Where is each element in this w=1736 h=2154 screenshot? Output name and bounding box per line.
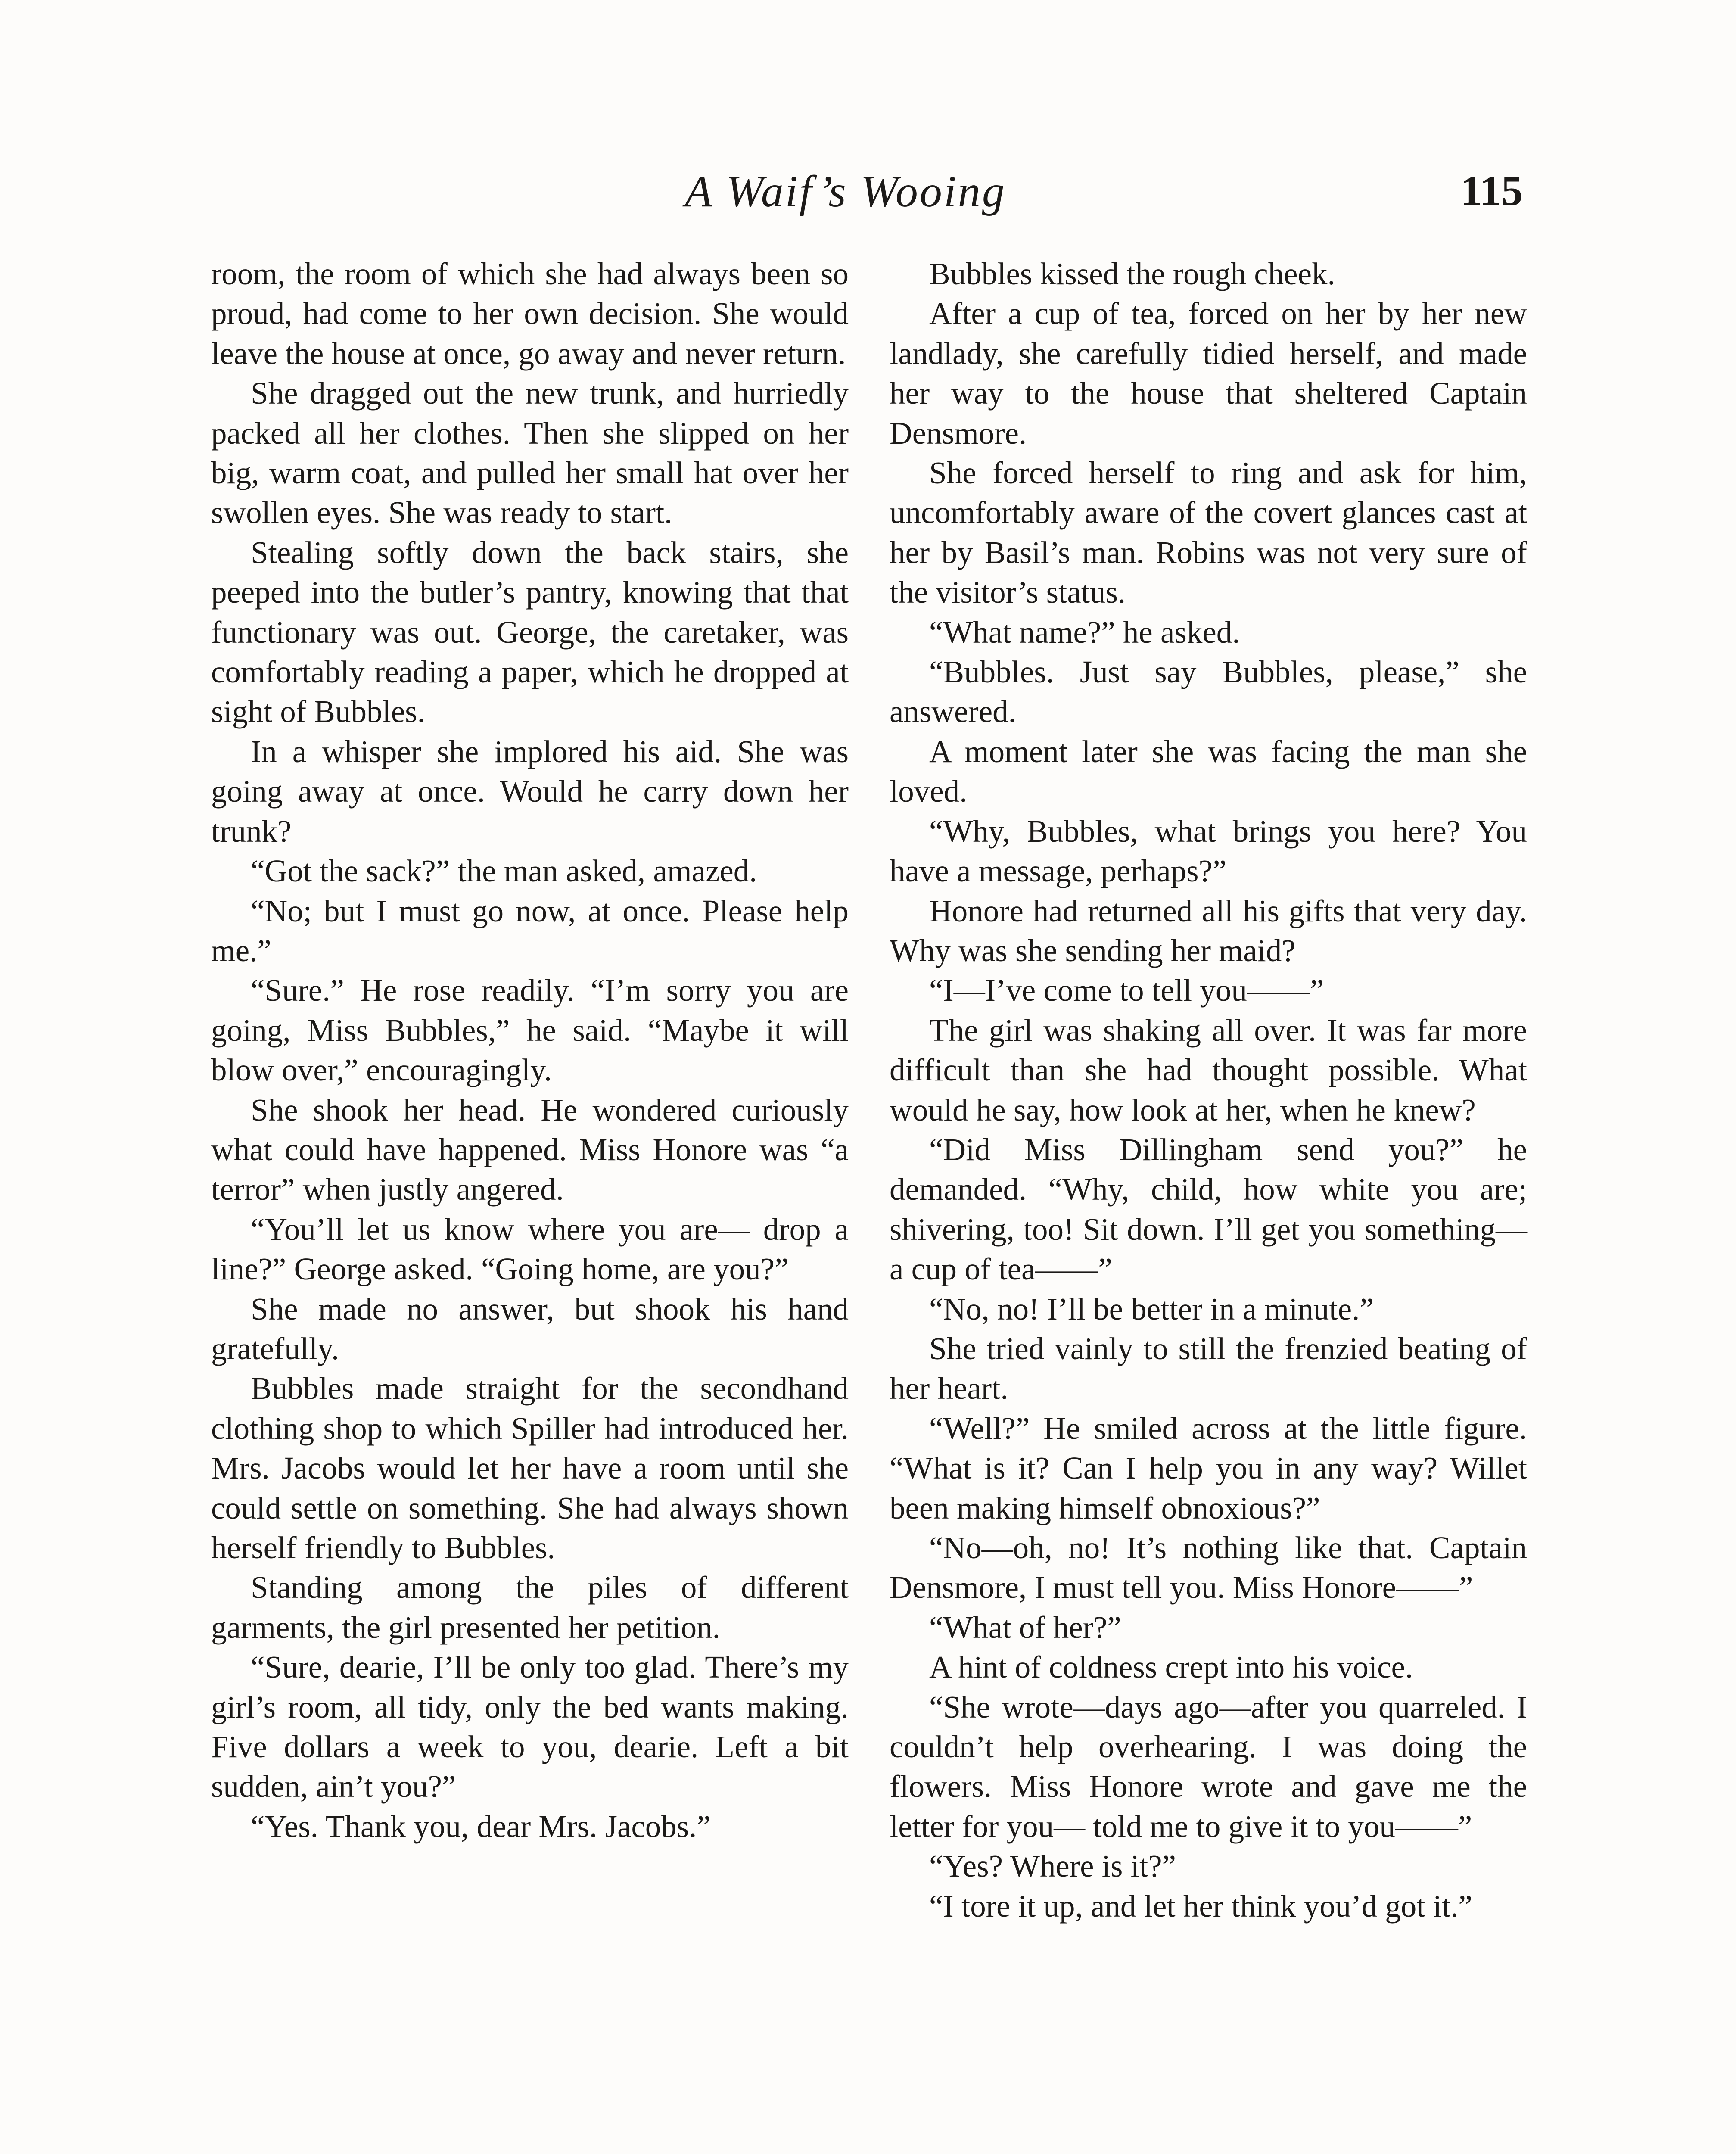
paragraph: In a whisper she implored his aid. She was going away at once. Would he carry down her trunk? bbox=[211, 734, 849, 849]
left-text-column bbox=[211, 254, 849, 1846]
paragraph: “You’ll let us know where you are— drop a line?” George asked. “Going home, are you?” bbox=[211, 1211, 849, 1287]
page-header bbox=[211, 166, 1525, 226]
paragraph: “Sure.” He rose readily. “I’m sorry you are going, Miss Bubbles,” he said. “Maybe it will blow over,” encouragingly. bbox=[211, 973, 849, 1088]
paragraph: “She wrote—days ago—after you quarreled. I couldn’t help overhearing. I was doing the flowers. Miss Honore wrote and gave me the letter for you— told me to give it to you——” bbox=[890, 1689, 1527, 1844]
paragraph: Honore had returned all his gifts that very day. Why was she sending her maid? bbox=[890, 893, 1527, 968]
paragraph: A moment later she was facing the man she loved. bbox=[890, 734, 1527, 809]
paragraph: She forced herself to ring and ask for him, uncomfortably aware of the covert glances cast at her by Basil’s man. Robins was not very sure of the visitor’s status. bbox=[890, 455, 1527, 610]
paragraph: “Sure, dearie, I’ll be only too glad. There’s my girl’s room, all tidy, only the bed wants making. Five dollars a week to you, dearie. Left a bit sudden, ain’t you?” bbox=[211, 1650, 849, 1804]
paragraph: She dragged out the new trunk, and hurriedly packed all her clothes. Then she slipped on her big, warm coat, and pulled her small hat over her swollen eyes. She was ready to start. bbox=[211, 376, 849, 530]
paragraph: “No, no! I’ll be better in a minute.” bbox=[929, 1291, 1374, 1326]
paragraph: “Well?” He smiled across at the little figure. “What is it? Can I help you in any way? Willet been making himself obnoxious?” bbox=[890, 1410, 1527, 1525]
paragraph: Stealing softly down the back stairs, she peeped into the butler’s pantry, knowing that that functionary was out. George, the caretaker, was comfortably reading a paper, which he dropped at sight of Bubbles. bbox=[211, 535, 849, 729]
paragraph: She made no answer, but shook his hand gratefully. bbox=[211, 1291, 849, 1366]
paragraph: “Yes? Where is it?” bbox=[929, 1849, 1176, 1884]
paragraph: She tried vainly to still the frenzied beating of her heart. bbox=[890, 1331, 1527, 1406]
paragraph: After a cup of tea, forced on her by her new landlady, she carefully tidied herself, and made her way to the house that sheltered Captain Densmore. bbox=[890, 296, 1527, 451]
paragraph: “Bubbles. Just say Bubbles, please,” she answered. bbox=[890, 654, 1527, 729]
right-text-column bbox=[890, 254, 1527, 1926]
paragraph: Standing among the piles of different garments, the girl presented her petition. bbox=[211, 1570, 849, 1645]
paragraph: “What name?” he asked. bbox=[929, 614, 1240, 650]
paragraph: “Did Miss Dillingham send you?” he demanded. “Why, child, how white you are; shivering, too! Sit down. I’ll get you something—a cup of tea——” bbox=[890, 1132, 1527, 1287]
paragraph: “I—I’ve come to tell you——” bbox=[929, 973, 1324, 1008]
paragraph: “What of her?” bbox=[929, 1609, 1121, 1645]
paragraph: “Got the sack?” the man asked, amazed. bbox=[251, 853, 757, 889]
paragraph: Bubbles made straight for the secondhand clothing shop to which Spiller had introduced her. Mrs. Jacobs would let her have a room until she could settle on something. She had always shown herself friendly to Bubbles. bbox=[211, 1371, 849, 1565]
paragraph: The girl was shaking all over. It was far more difficult than she had thought possible. What would he say, how look at her, when he knew? bbox=[890, 1012, 1527, 1127]
paragraph: A hint of coldness crept into his voice. bbox=[929, 1650, 1413, 1685]
paragraph: “No—oh, no! It’s nothing like that. Captain Densmore, I must tell you. Miss Honore——” bbox=[890, 1530, 1527, 1605]
paragraph: Bubbles kissed the rough cheek. bbox=[929, 256, 1335, 291]
page-number: 115 bbox=[1460, 167, 1523, 215]
paragraph: “Yes. Thank you, dear Mrs. Jacobs.” bbox=[251, 1808, 711, 1844]
paragraph: “I tore it up, and let her think you’d got it.” bbox=[929, 1888, 1472, 1924]
paragraph: “No; but I must go now, at once. Please help me.” bbox=[211, 893, 849, 968]
paragraph: room, the room of which she had always been so proud, had come to her own decision. She would leave the house at once, go away and never return. bbox=[211, 256, 849, 371]
paragraph: She shook her head. He wondered curiously what could have happened. Miss Honore was “a terror” when justly angered. bbox=[211, 1092, 849, 1207]
running-title: A Waif’s Wooing bbox=[685, 167, 1006, 216]
paragraph: “Why, Bubbles, what brings you here? You have a message, perhaps?” bbox=[890, 813, 1527, 889]
